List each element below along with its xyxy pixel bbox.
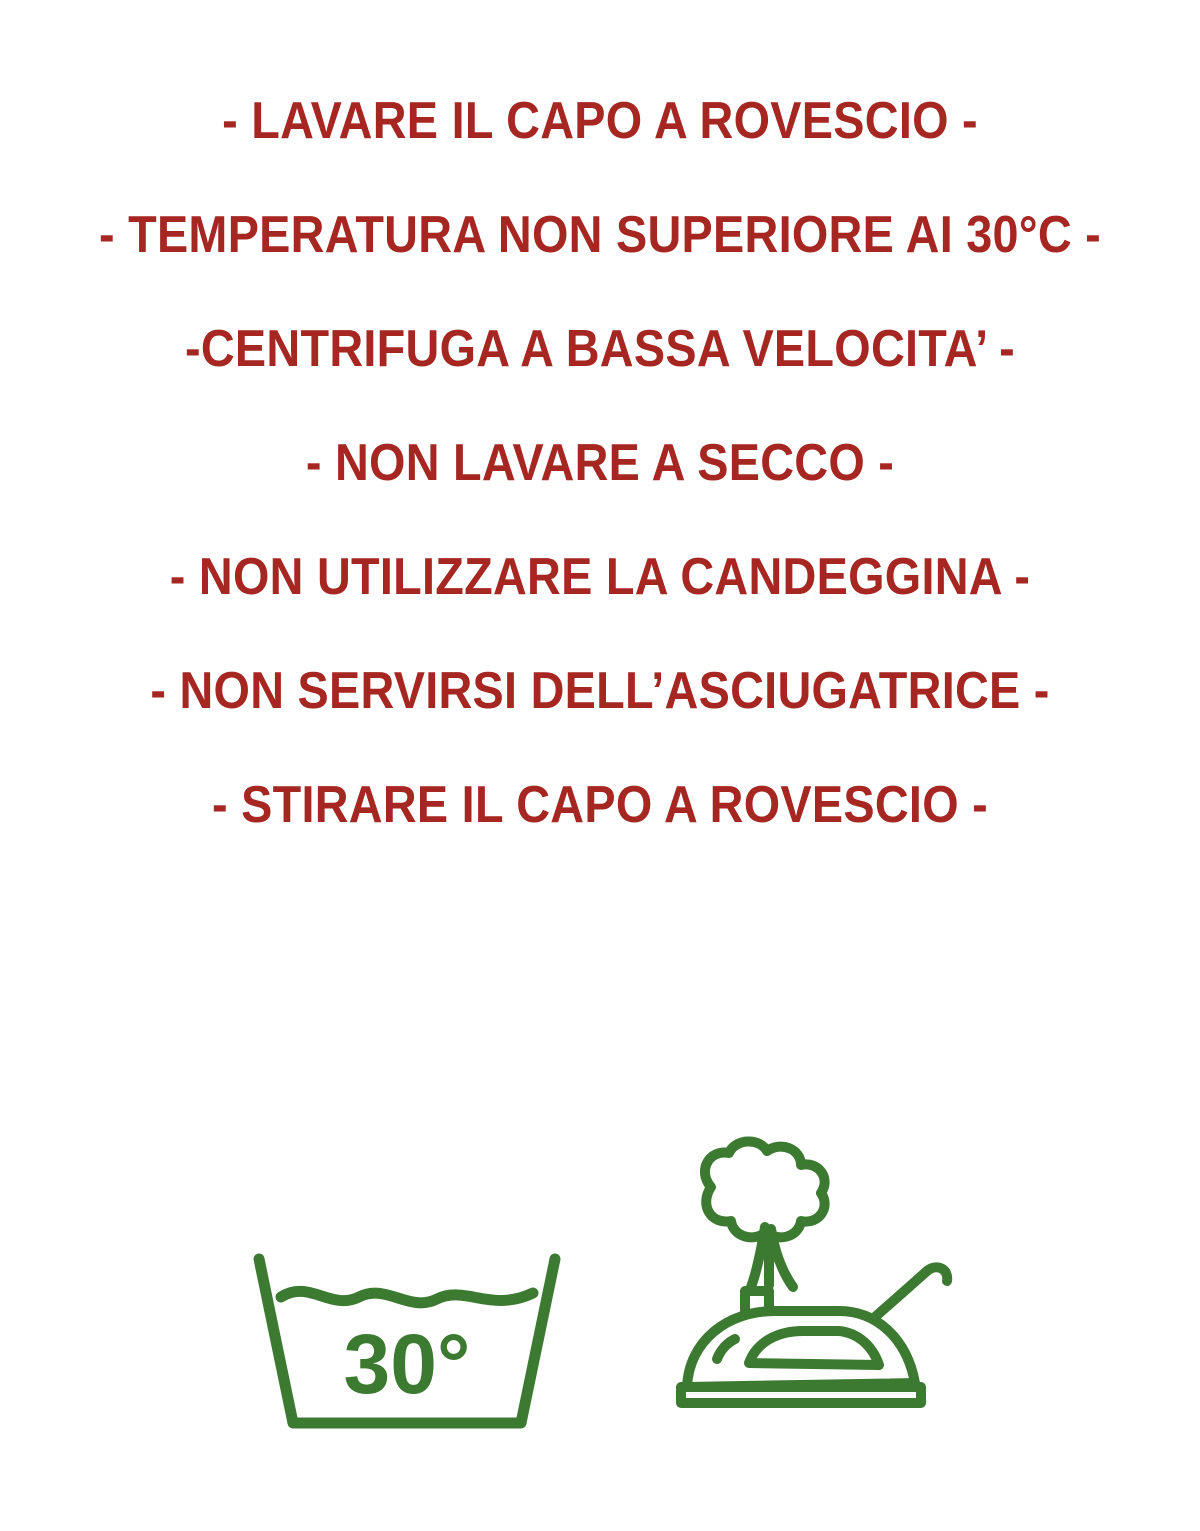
wash-30-symbol	[247, 1245, 567, 1435]
care-instruction-line: - NON SERVIRSI DELL’ASCIUGATRICE -	[150, 662, 1050, 720]
care-instruction-line: - NON UTILIZZARE LA CANDEGGINA -	[169, 548, 1031, 606]
care-instruction-line: - LAVARE IL CAPO A ROVESCIO -	[222, 92, 978, 150]
care-symbols-row	[0, 1135, 1200, 1435]
wash-temperature-label: 30°	[343, 1317, 471, 1411]
care-instruction-line: -CENTRIFUGA A BASSA VELOCITA’ -	[185, 320, 1015, 378]
steam-iron-symbol	[653, 1135, 953, 1435]
care-instruction-line: - NON LAVARE A SECCO -	[305, 434, 895, 492]
care-instruction-line: - TEMPERATURA NON SUPERIORE AI 30°C -	[98, 206, 1102, 264]
care-instruction-line: - STIRARE IL CAPO A ROVESCIO -	[211, 776, 989, 834]
